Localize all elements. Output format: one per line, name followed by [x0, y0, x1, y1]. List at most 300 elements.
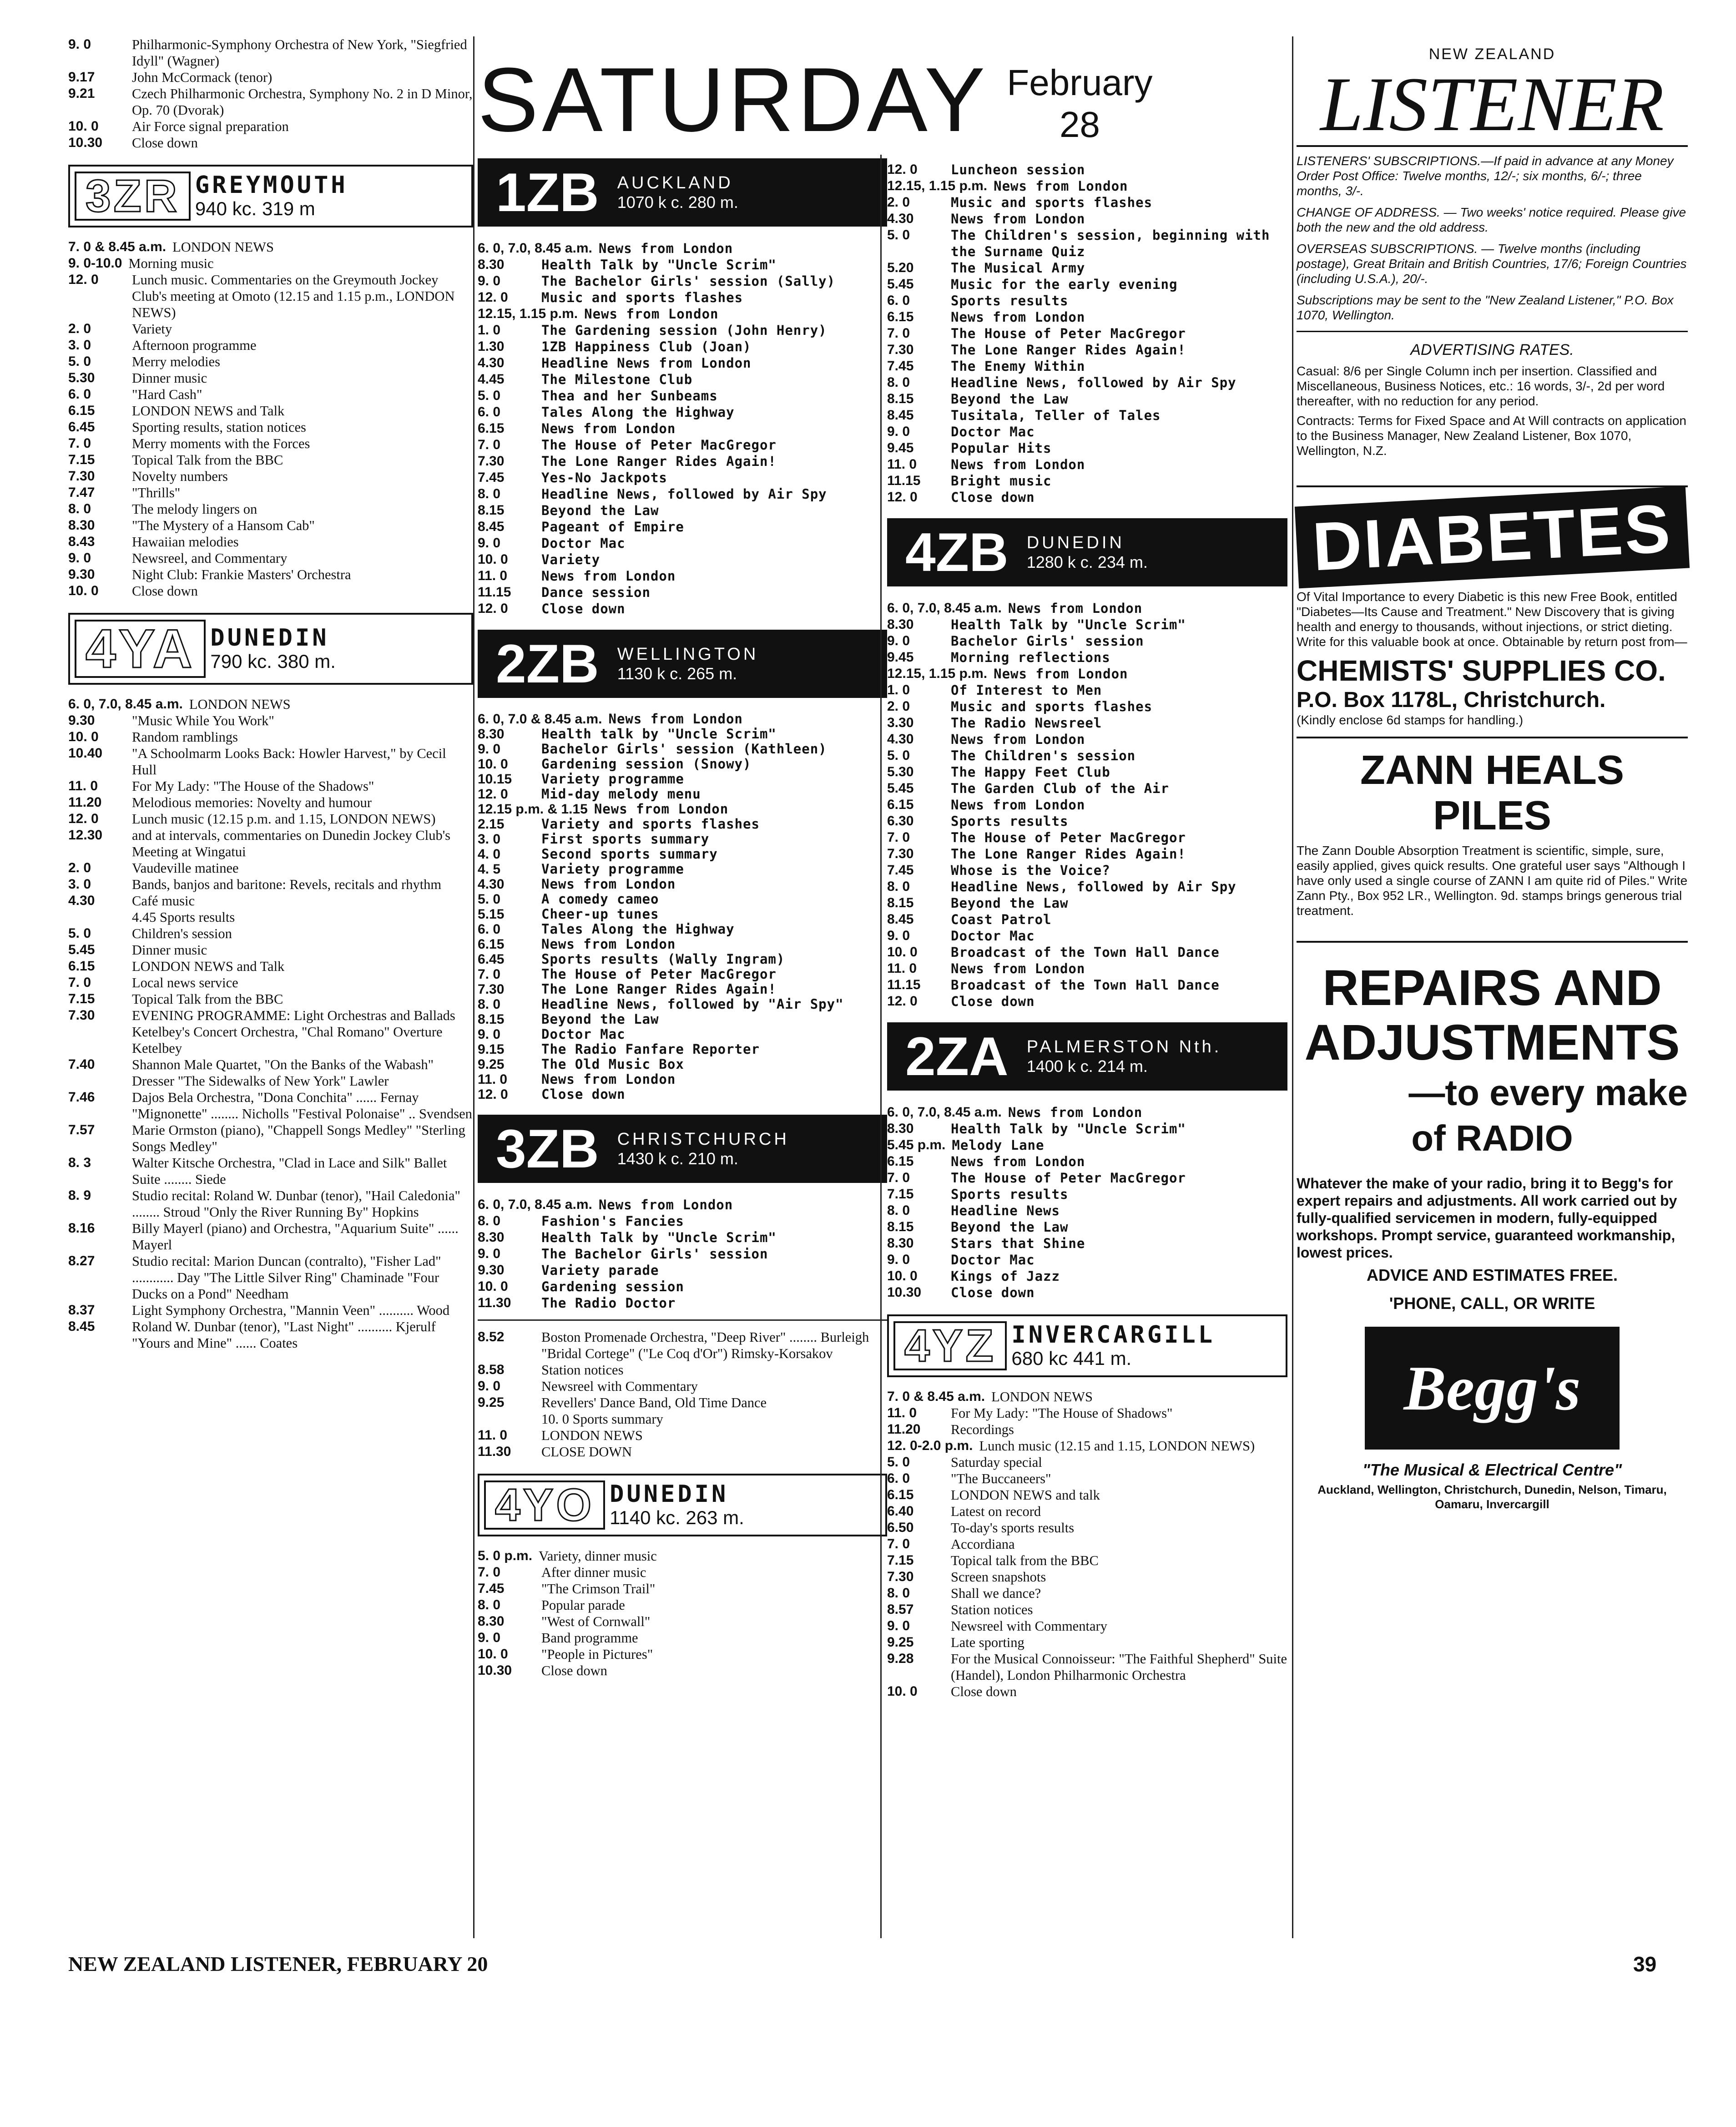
- schedule-programme: Variety programme: [541, 771, 684, 787]
- schedule-programme: Light Symphony Orchestra, "Mannin Veen" .......... Wood: [132, 1303, 450, 1318]
- schedule-2zb: [478, 712, 887, 1102]
- zann-body: The Zann Double Absorption Treatment is scientific, simple, sure, easily applied, gives quick results. One grateful user says "Although I have only used a single course of ZANN I am quite rid of Piles." Write Zann Pty., Box 952 LR., Wellington. 9d. stamps brings generous trial treatment.: [1297, 844, 1688, 918]
- schedule-programme: "Thrills": [132, 485, 181, 500]
- schedule-time: 9. 0: [478, 1379, 501, 1394]
- schedule-time: 5.15: [478, 907, 505, 922]
- schedule-programme: The Enemy Within: [951, 359, 1085, 374]
- schedule-programme: Morning reflections: [951, 650, 1110, 665]
- schedule-time: 8.45: [478, 519, 505, 534]
- schedule-row: [68, 255, 473, 272]
- zann-title: ZANN HEALS PILES: [1360, 748, 1624, 839]
- schedule-time: 8.52: [478, 1329, 505, 1344]
- schedule-row: [887, 178, 1287, 194]
- schedule-time: 8. 0: [478, 486, 501, 501]
- schedule-programme: Bright music: [951, 473, 1052, 489]
- schedule-programme: "Music While You Work": [132, 713, 274, 728]
- schedule-row: [478, 1548, 887, 1564]
- schedule-row: [68, 1089, 473, 1122]
- diabetes-note: (Kindly enclose 6d stamps for handling.): [1297, 713, 1524, 727]
- schedule-row: [68, 501, 473, 517]
- schedule-programme: For My Lady: "The House of Shadows": [951, 1405, 1173, 1421]
- schedule-row: [68, 729, 473, 745]
- schedule-row: [478, 937, 887, 952]
- schedule-time: 7. 0 & 8.45 a.m.: [887, 1389, 985, 1404]
- schedule-programme: Screen snapshots: [951, 1569, 1046, 1585]
- schedule-time: 6. 0: [478, 922, 501, 937]
- schedule-programme: Beyond the Law: [951, 895, 1069, 911]
- schedule-programme: Children's session: [132, 926, 232, 941]
- schedule-row: [887, 227, 1287, 260]
- schedule-row: [478, 551, 887, 568]
- schedule-time: 8.30: [887, 1236, 914, 1251]
- schedule-row: [887, 993, 1287, 1010]
- zann-ad: [1297, 737, 1688, 918]
- schedule-programme: Music and sports flashes: [951, 195, 1153, 210]
- schedule-3zb: [478, 1197, 887, 1311]
- schedule-time: 7.30: [478, 982, 505, 997]
- schedule-time: 7.30: [887, 342, 914, 357]
- schedule-programme: Close down: [951, 1285, 1035, 1300]
- schedule-time: 7.45: [478, 1581, 505, 1596]
- schedule-time: 8.57: [887, 1602, 914, 1617]
- schedule-row: [478, 1197, 887, 1213]
- schedule-programme: Second sports summary: [541, 846, 718, 862]
- schedule-programme: Afternoon programme: [132, 338, 257, 353]
- schedule-row: [887, 633, 1287, 649]
- station-frequency: 1280 k c. 234 m.: [1026, 552, 1148, 571]
- subscriptions-text: LISTENERS' SUBSCRIPTIONS.—If paid in advance at any Money Order Post Office: Twelve months, 12/-; six months, 6/-; three months, 3/-.: [1297, 154, 1674, 198]
- schedule-time: 9. 0: [478, 536, 501, 551]
- schedule-row: [478, 862, 887, 877]
- schedule-1zb-continued: [887, 162, 1287, 505]
- schedule-row: [887, 358, 1287, 374]
- schedule-programme: The Garden Club of the Air: [951, 781, 1169, 796]
- schedule-time: 9.45: [887, 440, 914, 455]
- schedule-time: 5.30: [68, 370, 95, 385]
- schedule-time: 12. 0: [887, 490, 918, 505]
- schedule-time: 11. 0: [68, 778, 98, 793]
- schedule-time: 7. 0: [68, 436, 91, 451]
- station-location: PALMERSTON Nth.: [1026, 1037, 1222, 1056]
- schedule-programme: Beyond the Law: [541, 503, 659, 518]
- schedule-programme: "West of Cornwall": [541, 1614, 651, 1629]
- schedule-time: 7.15: [887, 1187, 914, 1202]
- schedule-programme: Late sporting: [951, 1635, 1024, 1650]
- schedule-row: [68, 419, 473, 435]
- schedule-time: 8.15: [887, 895, 914, 910]
- schedule-programme: News from London: [598, 241, 733, 256]
- schedule-row: [478, 922, 887, 937]
- schedule-time: 8.15: [887, 1219, 914, 1234]
- schedule-time: 6. 0: [68, 387, 91, 402]
- schedule-programme: Newsreel with Commentary: [541, 1379, 698, 1394]
- schedule-row: [68, 534, 473, 550]
- station-frequency: 790 kc. 380 m.: [210, 651, 336, 672]
- schedule-row: [887, 911, 1287, 928]
- schedule-row: [887, 1284, 1287, 1301]
- schedule-row: [68, 239, 473, 255]
- schedule-row: [68, 272, 473, 321]
- station-banner-4yo: [478, 1474, 887, 1536]
- schedule-row: [887, 1137, 1287, 1153]
- schedule-time: 2. 0: [68, 860, 91, 875]
- schedule-programme: Latest on record: [951, 1504, 1041, 1519]
- schedule-time: 4. 5: [478, 862, 501, 877]
- schedule-row: [68, 583, 473, 599]
- schedule-programme: Close down: [951, 490, 1035, 505]
- schedule-row: [887, 813, 1287, 829]
- schedule-programme: Topical talk from the BBC: [951, 1553, 1099, 1568]
- schedule-row: [478, 519, 887, 535]
- schedule-programme: Walter Kitsche Orchestra, "Clad in Lace and Silk" Ballet Suite ........ Siede: [132, 1155, 447, 1187]
- schedule-programme: Broadcast of the Town Hall Dance: [951, 945, 1220, 960]
- station-callsign: 4YZ: [893, 1321, 1007, 1370]
- schedule-time: 6.45: [68, 419, 95, 434]
- schedule-time: 10. 0: [887, 1684, 918, 1699]
- schedule-programme: News from London: [541, 1071, 676, 1087]
- schedule-programme: Cheer-up tunes: [541, 906, 659, 922]
- schedule-time: 7.45: [887, 359, 914, 374]
- schedule-programme: John McCormack (tenor): [132, 70, 273, 85]
- schedule-time: 8.30: [478, 1230, 505, 1245]
- schedule-row: [887, 1569, 1287, 1585]
- schedule-programme: The House of Peter MacGregor: [951, 1170, 1186, 1186]
- schedule-programme: Thea and her Sunbeams: [541, 388, 718, 404]
- masthead-kicker: NEW ZEALAND: [1428, 45, 1556, 63]
- schedule-programme: Shannon Male Quartet, "On the Banks of the Wabash" Dresser "The Sidewalks of New York" Lawler: [132, 1057, 434, 1089]
- schedule-programme: Sports results: [951, 1187, 1069, 1202]
- schedule-programme: Headline News, followed by Air Spy: [541, 486, 827, 502]
- schedule-programme: Variety and sports flashes: [541, 816, 760, 832]
- schedule-programme: EVENING PROGRAMME: Light Orchestras and Ballads Ketelbey's Concert Orchestra, "Chal Romano" Overture Ketelbey: [132, 1008, 455, 1056]
- schedule-programme: First sports summary: [541, 831, 710, 847]
- schedule-programme: For the Musical Connoisseur: "The Faithful Shepherd" Suite (Handel), London Philharmonic Orchestra: [951, 1651, 1287, 1683]
- schedule-time: 12. 0: [68, 272, 99, 287]
- station-location: WELLINGTON: [617, 644, 759, 664]
- schedule-programme: The House of Peter MacGregor: [541, 437, 777, 453]
- schedule-row: [68, 403, 473, 419]
- station-banner-1zb: [478, 158, 887, 227]
- schedule-programme: Variety parade: [541, 1263, 659, 1278]
- schedule-row: [478, 1411, 887, 1427]
- schedule-time: 8.30: [478, 727, 505, 742]
- schedule-time: 9. 0: [478, 273, 501, 288]
- schedule-programme: LONDON NEWS and Talk: [132, 959, 285, 974]
- schedule-time: 5.45: [887, 781, 914, 796]
- schedule-row: [478, 892, 887, 907]
- schedule-row: [887, 715, 1287, 731]
- schedule-row: [887, 1252, 1287, 1268]
- schedule-programme: News from London: [951, 1154, 1085, 1169]
- schedule-programme: Tales Along the Highway: [541, 921, 735, 937]
- schedule-programme: LONDON NEWS: [172, 239, 274, 255]
- schedule-row: [68, 517, 473, 534]
- station-location: DUNEDIN: [210, 624, 329, 652]
- schedule-programme: Close down: [541, 601, 626, 616]
- station-frequency: 1070 k c. 280 m.: [617, 192, 738, 212]
- schedule-programme: Merry moments with the Forces: [132, 436, 310, 451]
- schedule-row: [68, 876, 473, 893]
- schedule-programme: and at intervals, commentaries on Dunedin Jockey Club's Meeting at Wingatui: [132, 828, 451, 859]
- schedule-time: 10. 0: [68, 729, 99, 744]
- schedule-row: [68, 893, 473, 909]
- schedule-row: [887, 1235, 1287, 1252]
- schedule-programme: Newsreel with Commentary: [951, 1618, 1107, 1634]
- schedule-programme: Health Talk by "Uncle Scrim": [541, 1230, 777, 1245]
- schedule-row: [887, 928, 1287, 944]
- schedule-time: 6.40: [887, 1504, 914, 1519]
- schedule-row: [887, 1470, 1287, 1487]
- schedule-row: [478, 404, 887, 420]
- schedule-time: 8.30: [887, 1121, 914, 1136]
- schedule-row: [68, 1007, 473, 1056]
- schedule-programme: Topical Talk from the BBC: [132, 452, 283, 468]
- schedule-programme: LONDON NEWS and talk: [951, 1487, 1100, 1503]
- schedule-time: 7.30: [68, 469, 95, 484]
- schedule-programme: Bands, banjos and baritone: Revels, recitals and rhythm: [132, 877, 442, 892]
- schedule-row: [478, 757, 887, 772]
- repairs-line-1: REPAIRS AND: [1322, 960, 1662, 1016]
- schedule-programme: Headline News: [951, 1203, 1060, 1218]
- schedule-programme: Topical Talk from the BBC: [132, 991, 283, 1007]
- schedule-row: [478, 1012, 887, 1027]
- schedule-time: 6.30: [887, 813, 914, 829]
- schedule-programme: Lunch music (12.15 and 1.15, LONDON NEWS): [979, 1438, 1255, 1454]
- schedule-row: [887, 1186, 1287, 1202]
- repairs-line-3: —to every make: [1408, 1072, 1688, 1113]
- schedule-row: [478, 1042, 887, 1057]
- schedule-programme: The House of Peter MacGregor: [541, 966, 777, 982]
- schedule-row: [478, 355, 887, 371]
- column-divider: [880, 155, 882, 1938]
- schedule-row: [887, 797, 1287, 813]
- schedule-time: 10. 0: [887, 1268, 918, 1283]
- schedule-programme: Local news service: [132, 975, 238, 990]
- schedule-programme: Station notices: [951, 1602, 1033, 1617]
- schedule-row: [887, 977, 1287, 993]
- beggs-tagline: "The Musical & Electrical Centre": [1362, 1460, 1622, 1479]
- schedule-row: [478, 1630, 887, 1646]
- schedule-time: 7.15: [68, 991, 95, 1006]
- schedule-row: [68, 1302, 473, 1319]
- schedule-row: [887, 1121, 1287, 1137]
- column-divider: [1292, 36, 1293, 1938]
- schedule-time: 11.30: [478, 1444, 511, 1459]
- repairs-advice: ADVICE AND ESTIMATES FREE.: [1366, 1266, 1618, 1284]
- schedule-row: [478, 257, 887, 273]
- schedule-time: 6.15: [887, 1154, 914, 1169]
- schedule-row: [478, 1613, 887, 1630]
- schedule-programme: Doctor Mac: [951, 928, 1035, 944]
- schedule-programme: Beyond the Law: [951, 391, 1069, 407]
- schedule-programme: A comedy cameo: [541, 891, 659, 907]
- schedule-row: [478, 1378, 887, 1394]
- schedule-time: 7.30: [887, 846, 914, 861]
- schedule-programme: Whose is the Voice?: [951, 863, 1110, 878]
- schedule-time: 12.15, 1.15 p.m.: [887, 666, 988, 681]
- schedule-row: [887, 1389, 1287, 1405]
- schedule-continued: [478, 1329, 887, 1460]
- station-banner-4yz: [887, 1314, 1287, 1377]
- schedule-programme: The Radio Fanfare Reporter: [541, 1041, 760, 1057]
- schedule-row: [887, 1503, 1287, 1520]
- schedule-row: [478, 388, 887, 404]
- schedule-time: 1. 0: [887, 682, 910, 697]
- schedule-time: 7.45: [887, 863, 914, 878]
- station-callsign: 3ZR: [75, 172, 191, 221]
- schedule-time: 12. 0: [478, 601, 508, 616]
- contract-rates: Contracts: Terms for Fixed Space and At Will contracts on application to the Business Manager, New Zealand Listener, Box 1070, Wellington, N.Z.: [1297, 414, 1686, 458]
- beggs-logo: Begg's: [1365, 1327, 1620, 1450]
- station-banner-3zr: [68, 165, 473, 227]
- schedule-programme: Newsreel, and Commentary: [132, 551, 288, 566]
- schedule-time: 8. 0: [478, 1213, 501, 1228]
- schedule-time: 10.30: [68, 135, 103, 150]
- diabetes-body: Of Vital Importance to every Diabetic is this new Free Book, entitled "Diabetes—Its Cause and Treatment." New Discovery that is giving health and energy to thousands, without injections, or strict dieting. Write for this valuable book at once. Obtainable by return post from—: [1297, 590, 1687, 649]
- schedule-time: 6.45: [478, 952, 505, 967]
- schedule-row: [68, 909, 473, 925]
- schedule-programme: News from London: [541, 876, 676, 892]
- schedule-programme: Close down: [951, 1684, 1017, 1699]
- schedule-row: [478, 322, 887, 339]
- schedule-row: [887, 342, 1287, 358]
- schedule-programme: CLOSE DOWN: [541, 1444, 632, 1460]
- schedule-row: [478, 1087, 887, 1102]
- schedule-row: [68, 1122, 473, 1155]
- schedule-time: 7.30: [478, 454, 505, 469]
- schedule-row: [887, 456, 1287, 473]
- schedule-programme: Sporting results, station notices: [132, 419, 306, 435]
- schedule-programme: Shall we dance?: [951, 1586, 1041, 1601]
- schedule-row: [887, 1454, 1287, 1470]
- schedule-programme: The Happy Feet Club: [951, 764, 1110, 780]
- schedule-programme: "A Schoolmarm Looks Back: Howler Harvest," by Cecil Hull: [132, 746, 446, 778]
- schedule-programme: News from London: [951, 309, 1085, 325]
- schedule-time: 7. 0: [887, 1170, 910, 1185]
- schedule-time: 7. 0: [887, 830, 910, 845]
- schedule-time: 12. 0: [478, 1087, 508, 1102]
- schedule-programme: Sports results: [951, 293, 1069, 308]
- schedule-row: [887, 374, 1287, 391]
- schedule-row: [887, 473, 1287, 489]
- schedule-time: 4.30: [478, 355, 505, 370]
- schedule-row: [887, 1651, 1287, 1683]
- schedule-row: [478, 1662, 887, 1679]
- schedule-row: [478, 306, 887, 322]
- schedule-row: [478, 486, 887, 502]
- schedule-row: [478, 273, 887, 289]
- schedule-time: 3. 0: [68, 338, 91, 353]
- schedule-row: [887, 1405, 1287, 1421]
- schedule-time: 7. 0: [68, 975, 91, 990]
- schedule-row: [478, 817, 887, 832]
- schedule-time: 5. 0: [68, 354, 91, 369]
- schedule-time: 12.15, 1.15 p.m.: [478, 306, 578, 321]
- schedule-programme: Mid-day melody menu: [541, 786, 701, 802]
- schedule-programme: Popular Hits: [951, 440, 1052, 456]
- schedule-time: 9. 0: [887, 424, 910, 439]
- schedule-time: 8.58: [478, 1362, 505, 1377]
- schedule-programme: News from London: [541, 421, 676, 436]
- repairs-body: Whatever the make of your radio, bring it to Begg's for expert repairs and adjustments. All work carried out by fully-qualified servicemen in modern, fully-equipped workshops. Prompt service, guaranteed workmanship, lowest prices.: [1297, 1175, 1677, 1261]
- schedule-time: 6.15: [887, 309, 914, 324]
- schedule-programme: The House of Peter MacGregor: [951, 326, 1186, 341]
- schedule-time: 2. 0: [887, 699, 910, 714]
- schedule-time: 7. 0: [887, 1536, 910, 1551]
- schedule-row: [887, 879, 1287, 895]
- schedule-row: [887, 1683, 1287, 1700]
- schedule-programme: Headline News, followed by Air Spy: [951, 375, 1236, 390]
- schedule-programme: Melodious memories: Novelty and humour: [132, 795, 372, 810]
- schedule-time: 7.30: [68, 1008, 95, 1023]
- schedule-row: [478, 967, 887, 982]
- schedule-time: 10.30: [478, 1663, 512, 1678]
- schedule-time: 11. 0: [478, 568, 508, 583]
- schedule-row: [68, 958, 473, 975]
- schedule-time: 7.15: [68, 452, 95, 467]
- schedule-time: 8.45: [887, 408, 914, 423]
- schedule-time: 9. 0: [68, 37, 91, 52]
- schedule-row: [887, 211, 1287, 227]
- station-callsign: 3ZB: [496, 1118, 599, 1179]
- schedule-row: [478, 1329, 887, 1362]
- schedule-time: 8. 0: [887, 1203, 910, 1218]
- schedule-time: 7.57: [68, 1122, 95, 1137]
- schedule-time: 5.30: [887, 764, 914, 779]
- schedule-programme: Pageant of Empire: [541, 519, 684, 535]
- schedule-programme: Merry melodies: [132, 354, 220, 369]
- schedule-row: [887, 1585, 1287, 1602]
- schedule-programme: Hawaiian melodies: [132, 534, 239, 550]
- station-frequency: 1130 k c. 265 m.: [617, 664, 737, 683]
- schedule-programme: After dinner music: [541, 1565, 646, 1580]
- schedule-row: [478, 289, 887, 306]
- schedule-row: [68, 1319, 473, 1351]
- schedule-time: 12. 0: [68, 811, 99, 826]
- schedule-programme: Melody Lane: [952, 1137, 1045, 1153]
- schedule-row: [478, 502, 887, 519]
- schedule-row: [478, 339, 887, 355]
- divider: [478, 1319, 887, 1321]
- schedule-programme: News from London: [994, 178, 1128, 194]
- schedule-programme: Lunch music. Commentaries on the Greymouth Jockey Club's meeting at Omoto (12.15 and 1.15 p.m., LONDON NEWS): [132, 272, 455, 320]
- schedule-row: [478, 568, 887, 584]
- station-location: GREYMOUTH: [195, 172, 348, 199]
- schedule-row: [887, 194, 1287, 211]
- schedule-row: [478, 907, 887, 922]
- schedule-time: 4.30: [478, 877, 505, 892]
- schedule-programme: "The Mystery of a Hansom Cab": [132, 518, 315, 533]
- schedule-programme: Variety: [541, 552, 601, 567]
- schedule-row: [478, 787, 887, 802]
- schedule-row: [478, 437, 887, 453]
- schedule-programme: Doctor Mac: [541, 536, 626, 551]
- schedule-programme: "The Buccaneers": [951, 1471, 1051, 1486]
- schedule-row: [478, 982, 887, 997]
- schedule-programme: Doctor Mac: [541, 1026, 626, 1042]
- schedule-row: [887, 440, 1287, 456]
- schedule-programme: The Lone Ranger Rides Again!: [541, 454, 777, 469]
- schedule-time: 10.40: [68, 746, 103, 761]
- schedule-row: [887, 1219, 1287, 1235]
- station-callsign: 4YA: [75, 620, 206, 678]
- schedule-time: 7.46: [68, 1090, 95, 1105]
- schedule-programme: Health Talk by "Uncle Scrim": [541, 257, 777, 273]
- schedule-row: [68, 370, 473, 386]
- schedule-time: 8.45: [68, 1319, 95, 1334]
- schedule-time: 7.30: [887, 1569, 914, 1584]
- schedule-row: [478, 1229, 887, 1246]
